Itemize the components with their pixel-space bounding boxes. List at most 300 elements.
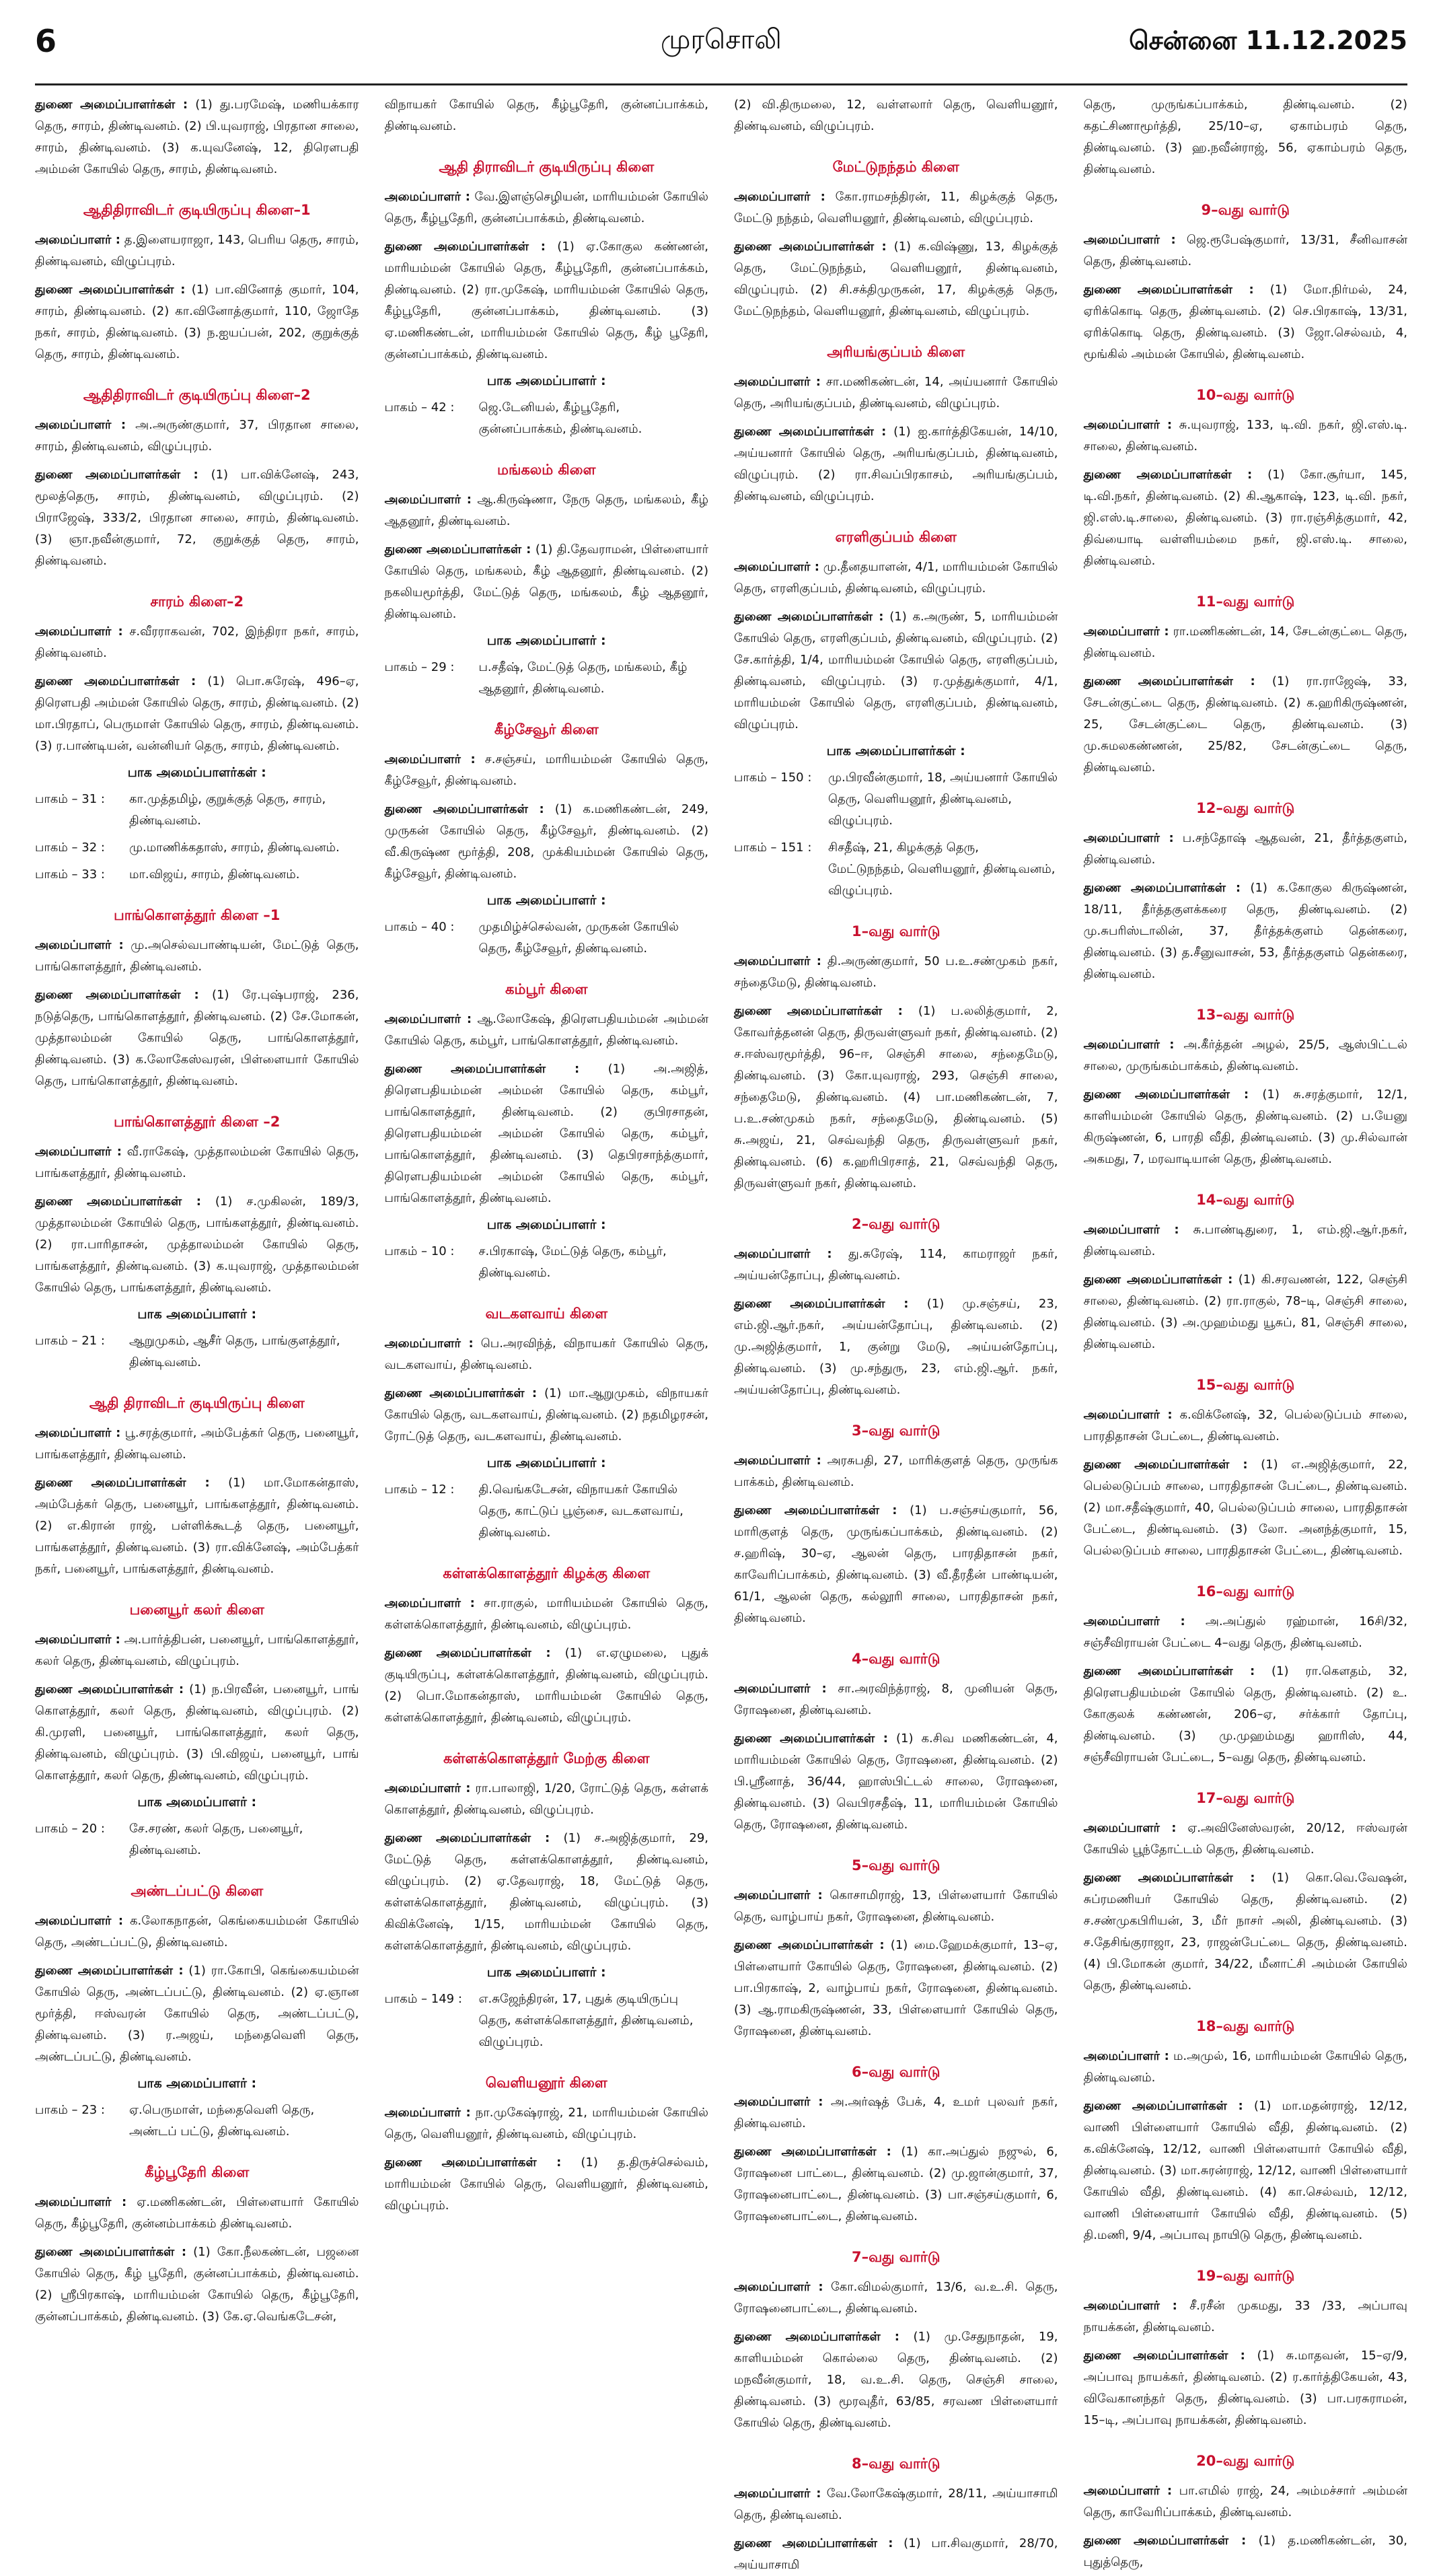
section-heading: 12–வது வார்டு: [1196, 800, 1295, 816]
booth-label: பாகம் – 29 :: [384, 660, 455, 674]
appointment-paragraph: [35, 671, 359, 757]
appointment-paragraph: [385, 1059, 709, 1209]
appointment-paragraph: [385, 186, 709, 229]
role-label: துணை அமைப்பாளர்கள் :: [734, 1503, 897, 1517]
role-label: அமைப்பாளர் :: [384, 2106, 471, 2120]
role-label: துணை அமைப்பாளர்கள் :: [384, 1386, 538, 1400]
appointment-text: (1) ரே.புஷ்பராஜ், 236, நடுத்தெரு, பாங்கொளத்தூர், திண்டிவனம். (2) சே.மோகன், முத்தாலம்மன் கோயில் தெரு, பாங்கொளத்தூர், திண்டிவனம். (3) க.லோகேஸ்வரன், பிள்ளையார் கோயில் தெரு, பாங்கொளத்தூர், திண்டிவனம்.: [35, 988, 359, 1088]
role-label: துணை அமைப்பாளர்கள் :: [734, 2536, 893, 2550]
appointment-paragraph: [1084, 229, 1408, 273]
role-label: துணை அமைப்பாளர்கள் :: [384, 2155, 562, 2170]
section-heading: 8–வது வார்டு: [851, 2456, 941, 2472]
role-label: அமைப்பாளர் :: [1083, 2484, 1173, 2498]
role-label: துணை அமைப்பாளர்கள் :: [384, 240, 546, 254]
appointment-text: ச.வீரராகவன், 702, இந்திரா நகர், சாரம், திண்டிவனம்.: [35, 624, 359, 660]
appointment-text: சா.அரவிந்த்ராஜ், 8, முனியன் தெரு, ரோஷனை, திண்டிவனம்.: [734, 1682, 1058, 1717]
subsection-heading: பாக அமைப்பாளர் :: [486, 893, 606, 908]
column-4: [1083, 94, 1408, 2569]
role-label: துணை அமைப்பாளர்கள் :: [384, 1831, 550, 1845]
role-label: துணை அமைப்பாளர்கள் :: [384, 1062, 580, 1076]
appointment-text: ப.சந்தோஷ் ஆதவன், 21, தீர்த்தகுளம், திண்டிவனம்.: [1083, 831, 1407, 867]
role-label: துணை அமைப்பாளர்கள் :: [384, 802, 544, 816]
booth-label: பாகம் – 20 :: [35, 1822, 105, 1836]
appointment-paragraph: [734, 2091, 1058, 2135]
appointment-text: (1) தி.தேவராமன், பிள்ளையார் கோயில் தெரு, மங்கலம், கீழ் ஆதனூர், திண்டிவனம். (2) நகலியமூர்த்தி, மேட்டுத் தெரு, மங்கலம், கீழ் ஆதனூர், திண்டிவனம்.: [384, 542, 708, 621]
appointment-paragraph: [1084, 2096, 1408, 2246]
appointment-text: (1) அ.அஜித், திரௌபதியம்மன் அம்மன் கோயில் தெரு, கம்பூர், பாங்கொளத்தூர், திண்டிவனம். (2) குபிரசாதன், திரௌபதியம்மன் அம்மன் கோயில் தெரு, கம்பூர், பாங்கொளத்தூர், திண்டிவனம். (3) தெபிரசாந்த்குமார், திரௌபதியம்மன் அம்மன் கோயில் தெரு, கம்பூர், பாங்கொளத்தூர், திண்டிவனம்.: [384, 1062, 708, 1205]
appointment-paragraph: [35, 1679, 359, 1787]
appointment-paragraph: [35, 1423, 359, 1466]
role-label: துணை அமைப்பாளர்கள் :: [35, 1682, 184, 1696]
appointment-text: து.சுரேஷ், 114, காமராஜர் நகர், அய்யன்தோப்பு, திண்டிவனம்.: [734, 1247, 1058, 1283]
appointment-text: (1) க.சிவ மணிகண்டன், 4, மாரியம்மன் கோயில் தெரு, ரோஷனை, திண்டிவனம். (2) பி.ஸ்ரீனாத், 36/44, ஹாஸ்பிட்டல் சாலை, ரோஷனை, திண்டிவனம். (3) வெபிரசதீஷ், 11, மாரியம்மன் கோயில் தெரு, ரோஷனை, திண்டிவனம்.: [734, 1731, 1058, 1832]
booth-label: பாகம் – 33 :: [35, 867, 105, 882]
appointment-text: (1) த.மணிகண்டன், 30, புதுத்தெரு,: [1083, 2534, 1407, 2569]
role-label: துணை அமைப்பாளர்கள் :: [734, 1004, 903, 1018]
booth-label: பாகம் – 40 :: [384, 920, 455, 934]
appointment-paragraph: [385, 2152, 709, 2217]
section-heading: 18–வது வார்டு: [1196, 2018, 1295, 2034]
section-heading: 10–வது வார்டு: [1196, 387, 1295, 403]
role-label: அமைப்பாளர் :: [734, 375, 821, 389]
appointment-text: தெரு, முருங்கப்பாக்கம், திண்டிவனம். (2) கதட்சிணாமூர்த்தி, 25/10–ஏ, ஏகாம்பரம் தெரு, திண்டிவனம். (3) ஹ.நவீன்ராஜ், 56, ஏகாம்பரம் தெரு, திண்டிவனம்.: [1083, 98, 1407, 176]
role-label: அமைப்பாளர் :: [35, 624, 123, 639]
appointment-text: பூ.சரத்குமார், அம்பேத்கர் தெரு, பனையூர், பாங்களத்தூர், திண்டிவனம்.: [35, 1426, 359, 1462]
section-heading: வடகளவாய் கிளை: [485, 1305, 608, 1322]
booth-label: பாகம் – 21 :: [35, 1334, 105, 1348]
appointment-paragraph: [385, 1593, 709, 1636]
appointment-text: விநாயகர் கோயில் தெரு, கீழ்பூதேரி, குன்னப்பாக்கம், திண்டிவனம்.: [384, 98, 708, 133]
role-label: துணை அமைப்பாளர்கள் :: [1083, 2099, 1243, 2113]
section-heading: கீழ்பூதேரி கிளை: [145, 2164, 250, 2180]
appointment-text: அரசுபதி, 27, மாரிக்குளத் தெரு, முருங்க பாக்கம், திண்டிவனம்.: [734, 1454, 1058, 1489]
appointment-text: (1) மோ.நிர்மல், 24, ஏரிக்கொடி தெரு, திண்டிவனம். (2) செ.பிரகாஷ், 13/31, ஏரிக்கொடி தெரு, திண்டிவனம். (3) ஜோ.செல்வம், 4, மூங்கில் அம்மன் கோயில், திண்டிவனம்.: [1083, 283, 1407, 361]
page-number: 6: [35, 23, 57, 59]
appointment-paragraph: [35, 985, 359, 1092]
section-heading: 14–வது வார்டு: [1196, 1192, 1295, 1208]
booth-text: ச.பிரகாஷ், மேட்டுத் தெரு, கம்பூர், திண்டிவனம்.: [478, 1244, 667, 1280]
role-label: அமைப்பாளர் :: [384, 752, 476, 766]
booth-text: கா.முத்தமிழ், குறுக்குத் தெரு, சாரம், திண்டிவனம்.: [129, 792, 326, 828]
role-label: அமைப்பாளர் :: [734, 1888, 823, 1902]
appointment-text: ஏ.அவினேஸ்வரன், 20/12, ஈஸ்வரன் கோயில் பூந்தோட்டம் தெரு, திண்டிவனம்.: [1083, 1821, 1407, 1857]
booth-label: பாகம் – 32 :: [35, 840, 105, 855]
role-label: அமைப்பாளர் :: [1083, 418, 1173, 432]
booth-entry: [734, 767, 1058, 832]
appointment-text: ஏ.மணிகண்டன், பிள்ளையார் கோயில் தெரு, கீழ்பூதேரி, குன்னம்பாக்கம் திண்டிவனம்.: [35, 2195, 359, 2231]
section-heading: ஆதி திராவிடர் குடியிருப்பு கிளை: [439, 159, 655, 175]
appointment-text: (1) பொ.சுரேஷ், 496–ஏ, திரௌபதி அம்மன் கோயில் தெரு, சாரம், திண்டிவனம். (2) மா.பிரதாப், பெருமாள் கோயில் தெரு, சாரம், திண்டிவனம். (3) ர.பாண்டியன், வன்னியர் தெரு, சாரம், திண்டிவனம்.: [35, 674, 359, 753]
subsection-heading: பாக அமைப்பாளர் :: [486, 1965, 606, 1980]
appointment-text: (1) எ.ஏழுமலை, புதுக் குடியிருப்பு, கள்ளக்கொளத்தூர், திண்டிவனம், விழுப்புரம். (2) பொ.மோகன்தாஸ், மாரியம்மன் கோயில் தெரு, கள்ளக்கொளத்தூர், திண்டிவனம், விழுப்புரம்.: [384, 1646, 708, 1725]
appointment-text: (1) க.அருண், 5, மாரியம்மன் கோயில் தெரு, எரளிகுப்பம், திண்டிவனம், விழுப்புரம். (2) சே.கார்த்தி, 1/4, மாரியம்மன் கோயில் தெரு, எரளிகுப்பம், திண்டிவனம், விழுப்புரம். (3) ர.முத்துக்குமார், 4/1, மாரியம்மன் கோயில் தெரு, எரளிகுப்பம், திண்டிவனம், விழுப்புரம்.: [734, 610, 1058, 731]
booth-entry: [385, 657, 709, 700]
appointment-paragraph: [734, 1500, 1058, 1629]
role-label: துணை அமைப்பாளர்கள் :: [384, 542, 531, 557]
appointment-text: கோ.ராமசந்திரன், 11, கிழக்குத் தெரு, மேட்டு நந்தம், வெளியனூர், திண்டிவனம், விழுப்புரம்.: [734, 190, 1058, 225]
booth-text: முதமிழ்ச்செல்வன், முருகன் கோயில் தெரு, கீழ்சேவூர், திண்டிவனம்.: [478, 920, 679, 956]
appointment-paragraph: [734, 371, 1058, 415]
appointment-paragraph: [1084, 1034, 1408, 1077]
appointment-paragraph: [385, 1643, 709, 1729]
appointment-text: சீ.ரசீன் முகமது, 33 /33, அப்பாவு நாயக்கன், திண்டிவனம்.: [1083, 2299, 1407, 2334]
role-label: துணை அமைப்பாளர்கள் :: [734, 425, 887, 439]
booth-text: எ.சுஜேந்திரன், 17, புதுக் குடியிருப்பு தெரு, கள்ளக்கொளத்தூர், திண்டிவனம், விழுப்புரம்.: [478, 1992, 694, 2049]
role-label: துணை அமைப்பாளர்கள் :: [1083, 1087, 1249, 1102]
subsection-heading: பாக அமைப்பாளர் :: [486, 633, 606, 648]
appointment-text: (1) சு.மாதவன், 15–ஏ/9, அப்பாவு நாயக்கர், திண்டிவனம். (2) ர.கார்த்திகேயன், 43, விவேகானந்தர் தெரு, திண்டிவனம். (3) பா.பரசுராமன், 15–டி, அப்பாவு நாயக்கன், திண்டிவனம்.: [1083, 2349, 1407, 2427]
role-label: அமைப்பாளர் :: [384, 1336, 474, 1351]
appointment-paragraph: [734, 2533, 1058, 2576]
role-label: துணை அமைப்பாளர்கள் :: [734, 1938, 885, 1952]
booth-text: மு.மாணிக்கதாஸ், சாரம், திண்டிவனம்.: [129, 840, 340, 855]
role-label: அமைப்பாளர் :: [734, 2280, 823, 2294]
role-label: அமைப்பாளர் :: [1083, 831, 1174, 845]
appointment-text: மு.தீனதயாளன், 4/1, மாரியம்மன் கோயில் தெரு, எரளிகுப்பம், திண்டிவனம், விழுப்புரம்.: [734, 560, 1058, 596]
role-label: அமைப்பாளர் :: [384, 1596, 475, 1610]
appointment-text: த.இளையராஜா, 143, பெரிய தெரு, சாரம், திண்டிவனம், விழுப்புரம்.: [35, 233, 359, 269]
appointment-text: (1) ரா.கௌதம், 32, திரௌபதியம்மன் கோயில் தெரு, திண்டிவனம். (2) உ. கோகுலக் கண்ணன், 206–ஏ, சர்க்கார் தோப்பு, திண்டிவனம். (3) மு.முஹம்மது ஹாரிஸ், 44, சஞ்சீவிராயன் பேட்டை, 5–வது தெரு, திண்டிவனம்.: [1083, 1664, 1407, 1764]
booth-entry: [385, 1479, 709, 1544]
appointment-paragraph: [1084, 2480, 1408, 2524]
role-label: துணை அமைப்பாளர்கள் :: [734, 610, 884, 624]
section-heading: கள்ளக்கொளத்தூர் கிழக்கு கிளை: [443, 1565, 651, 1581]
appointment-text: க.விக்னேஷ், 32, பெல்லடுப்பம் சாலை, பாரதிதாசன் பேட்டை, திண்டிவனம்.: [1083, 1408, 1407, 1443]
appointment-text: (1) ப.லலித்குமார், 2, கோவர்த்தனன் தெரு, திருவள்ளுவர் நகர், திண்டிவனம். (2) ச.ஈஸ்வரமூர்த்தி, 96–ஈ, செஞ்சி சாலை, சந்தைமேடு, திண்டிவனம். (3) கோ.யுவராஜ், 293, செஞ்சி சாலை, சந்தைமேடு, திண்டிவனம். (4) பா.மணிகண்டன், 7, ப.உ.சண்முகம் நகர், சந்தைமேடு, திண்டிவனம். (5) சு.அஜய், 21, செவ்வந்தி தெரு, திருவள்ளுவர் நகர், திண்டிவனம். (6) க.ஹரிபிரசாத், 21, செவ்வந்தி தெரு, திருவள்ளுவர் நகர், திண்டிவனம்.: [734, 1004, 1058, 1190]
appointment-paragraph: [734, 1935, 1058, 2042]
appointment-text: ஆ.கிருஷ்ணா, நேரு தெரு, மங்கலம், கீழ் ஆதனூர், திண்டிவனம்.: [384, 493, 708, 528]
appointment-paragraph: [35, 1191, 359, 1299]
role-label: துணை அமைப்பாளர்கள் :: [1083, 2349, 1245, 2363]
appointment-paragraph: [1084, 415, 1408, 458]
appointment-paragraph: [35, 1910, 359, 1954]
appointment-paragraph: [35, 415, 359, 458]
section-heading: ஆதிதிராவிடர் குடியிருப்பு கிளை–2: [83, 387, 311, 403]
role-label: துணை அமைப்பாளர்கள் :: [734, 240, 887, 254]
booth-text: ஏ.பெருமாள், மந்தைவெளி தெரு, அண்டப் பட்டு, திண்டிவனம்.: [129, 2103, 315, 2139]
role-label: துணை அமைப்பாளர்கள் :: [35, 1476, 210, 1490]
appointment-paragraph: [385, 1828, 709, 1957]
booth-entry: [734, 837, 1058, 902]
appointment-paragraph: [734, 1678, 1058, 1721]
role-label: துணை அமைப்பாளர்கள் :: [1083, 674, 1255, 688]
booth-entry: [35, 837, 359, 859]
appointment-paragraph: [734, 2277, 1058, 2320]
role-label: அமைப்பாளர் :: [35, 418, 126, 432]
appointment-paragraph: [1084, 1454, 1408, 1562]
section-heading: 11–வது வார்டு: [1196, 594, 1295, 610]
subsection-heading: பாக அமைப்பாளர் :: [486, 373, 606, 388]
appointment-paragraph: [1084, 1084, 1408, 1170]
role-label: அமைப்பாளர் :: [35, 1633, 120, 1647]
appointment-paragraph: [734, 1244, 1058, 1287]
role-label: அமைப்பாளர் :: [734, 954, 821, 968]
appointment-text: (2) வி.திருமலை, 12, வள்ளலார் தெரு, வெளியனூர், திண்டிவனம், விழுப்புரம்.: [734, 98, 1058, 133]
booth-text: சே.சரண், கலர் தெரு, பனையூர், திண்டிவனம்.: [129, 1822, 303, 1857]
appointment-paragraph: [1084, 94, 1408, 180]
appointment-text: (1) மா.மதன்ராஜ், 12/12, வாணி பிள்ளையார் கோயில் வீதி, திண்டிவனம். (2) க.விக்னேஷ், 12/12, வாணி பிள்ளையார் கோயில் வீதி, திண்டிவனம். (3) மா.சுரன்ராஜ், 12/12, வாணி பிள்ளையார் கோயில் வீதி, திண்டிவனம். (4) கா.செல்வம், 12/12, வாணி பிள்ளையார் கோயில் வீதி, திண்டிவனம். (5) தி.மணி, 9/4, அப்பாவு நாயிடு தெரு, திண்டிவனம்.: [1083, 2099, 1407, 2242]
appointment-text: (1) க.மணிகண்டன், 249, முருகன் கோயில் தெரு, கீழ்சேவூர், திண்டிவனம். (2) வீ.கிருஷ்ண மூர்த்தி, 208, முக்கியம்மன் கோயில் தெரு, கீழ்சேவூர், திண்டிவனம்.: [384, 802, 708, 881]
appointment-paragraph: [1084, 671, 1408, 779]
appointment-text: ரா.பாலாஜி, 1/20, ரோட்டுத் தெரு, கள்ளக் கொளத்தூர், திண்டிவனம், விழுப்புரம்.: [384, 1781, 708, 1817]
appointment-paragraph: [385, 749, 709, 792]
appointment-paragraph: [385, 94, 709, 137]
appointment-text: அ.அர்ஷத் பேக், 4, உமர் புலவர் நகர், திண்டிவனம்.: [734, 2095, 1058, 2131]
section-heading: 5–வது வார்டு: [851, 1857, 941, 1873]
section-heading: 19–வது வார்டு: [1196, 2268, 1295, 2284]
appointment-paragraph: [734, 94, 1058, 137]
section-heading: பனையூர் கலர் கிளை: [129, 1602, 264, 1618]
section-heading: 9–வது வார்டு: [1201, 202, 1290, 218]
appointment-paragraph: [734, 186, 1058, 229]
booth-text: மு.பிரவீன்குமார், 18, அய்யனார் கோயில் தெரு, வெளியனூர், திண்டிவனம், விழுப்புரம்.: [828, 771, 1058, 828]
section-heading: ஆதிதிராவிடர் குடியிருப்பு கிளை–1: [83, 202, 311, 218]
booth-entry: [385, 917, 709, 960]
role-label: துணை அமைப்பாளர்கள் :: [1083, 2534, 1247, 2548]
appointment-text: (1) க.கோகுல கிருஷ்ணன், 18/11, தீர்த்தகுளக்கரை தெரு, திண்டிவனம். (2) மு.சுபரிஸ்டாலின், 37, தீர்த்தக்குளம் தென்கரை, திண்டிவனம். (3) த.சீனுவாசன், 53, தீர்த்தகுளம் தென்கரை, திண்டிவனம்.: [1083, 881, 1407, 981]
role-label: அமைப்பாளர் :: [384, 493, 472, 507]
appointment-text: தி.அருண்குமார், 50 ப.உ.சண்முகம் நகர், சந்தைமேடு, திண்டிவனம்.: [734, 954, 1058, 990]
appointment-text: (1) மு.சேதுநாதன், 19, காளியம்மன் கொல்லை தெரு, திண்டிவனம். (2) மநவீன்குமார், 18, வ.உ.சி. தெரு, செஞ்சி சாலை, திண்டிவனம். (3) மூரவுதீர், 63/85, சரவண பிள்ளையார் கோயில் தெரு, திண்டிவனம்.: [734, 2330, 1058, 2430]
appointment-text: மு.அசெல்வபாண்டியன், மேட்டுத் தெரு, பாங்கொளத்தூர், திண்டிவனம்.: [35, 938, 359, 974]
appointment-paragraph: [35, 2192, 359, 2235]
appointment-paragraph: [734, 951, 1058, 994]
role-label: துணை அமைப்பாளர்கள் :: [734, 1297, 909, 1311]
appointment-text: (1) எ.அஜித்குமார், 22, பெல்லடுப்பம் சாலை, பாரதிதாசன் பேட்டை, திண்டிவனம். (2) மா.சதீஷ்குமார், 40, பெல்லடுப்பம் சாலை, பாரதிதாசன் பேட்டை, திண்டிவனம். (3) லோ. அனந்த்குமார், 15, பெல்லடுப்பம் சாலை, பாரதிதாசன் பேட்டை, திண்டிவனம்.: [1083, 1458, 1407, 1558]
booth-entry: [35, 2100, 359, 2143]
appointment-text: கோ.விமல்குமார், 13/6, வ.உ.சி. தெரு, ரோஷனைபாட்டை, திண்டிவனம்.: [734, 2280, 1058, 2316]
section-heading: 15–வது வார்டு: [1196, 1377, 1295, 1393]
role-label: அமைப்பாளர் :: [384, 1781, 471, 1795]
subsection-heading: பாக அமைப்பாளர் :: [137, 1795, 257, 1810]
role-label: அமைப்பாளர் :: [734, 1454, 821, 1468]
appointment-paragraph: [35, 621, 359, 664]
column-2: [384, 94, 709, 2213]
appointment-text: (1) மை.ஹேமக்குமார், 13–ஏ, பிள்ளையார் கோயில் தெரு, ரோஷனை, திண்டிவனம். (2) பா.பிரகாஷ், 2, வாழ்பாய் நகர், ரோஷனை, திண்டிவனம். (3) ஆ.ராமகிருஷ்ணன், 33, பிள்ளையார் கோயில் தெரு, ரோஷனை, திண்டிவனம்.: [734, 1938, 1058, 2038]
appointment-text: அ.கீர்த்தன் அழல், 25/5, ஆஸ்பிட்டல் சாலை, முருங்கம்பாக்கம், திண்டிவனம்.: [1083, 1038, 1407, 1073]
role-label: அமைப்பாளர் :: [1083, 2049, 1169, 2063]
booth-label: பாகம் – 151 :: [734, 840, 812, 855]
appointment-paragraph: [734, 1450, 1058, 1493]
newspaper-name: முரசொலி: [661, 24, 782, 55]
appointment-text: ஆ.லோகேஷ், திரௌபதியம்மன் அம்மன் கோயில் தெரு, கம்பூர், பாங்கொளத்தூர், திண்டிவனம்.: [384, 1012, 708, 1048]
role-label: துணை அமைப்பாளர்கள் :: [734, 2330, 899, 2344]
appointment-paragraph: [385, 489, 709, 532]
appointment-text: (1) க.விஷ்ணு, 13, கிழக்குத் தெரு, மேட்டுநந்தம், வெளியனூர், திண்டிவனம், விழுப்புரம். (2) சி.சக்திமுருகன், 17, கிழக்குத் தெரு, மேட்டுநந்தம், வெளியனூர், திண்டிவனம், விழுப்புரம்.: [734, 240, 1058, 318]
section-heading: 7–வது வார்டு: [851, 2249, 941, 2265]
subsection-heading: பாக அமைப்பாளர்கள் :: [127, 765, 266, 780]
appointment-text: (1) ச.முகிலன், 189/3, முத்தாலம்மன் கோயில் தெரு, பாங்களத்தூர், திண்டிவனம். (2) ரா.பாரிதாசன், முத்தாலம்மன் கோயில் தெரு, பாங்களத்தூர், திண்டிவனம். (3) க.யுவராஜ், முத்தாலம்மன் கோயில் தெரு, பாங்களத்தூர், திண்டிவனம்.: [35, 1194, 359, 1295]
section-heading: பாங்கொளத்தூர் கிளை –1: [114, 907, 281, 923]
booth-label: பாகம் – 23 :: [35, 2103, 105, 2117]
role-label: அமைப்பாளர் :: [1083, 233, 1176, 247]
appointment-paragraph: [1084, 279, 1408, 365]
dateline: சென்னை 11.12.2025: [1129, 26, 1407, 55]
role-label: அமைப்பாளர் :: [1083, 1223, 1179, 1237]
booth-label: பாகம் – 150 :: [734, 771, 812, 785]
appointment-paragraph: [35, 1629, 359, 1672]
appointment-text: (1) கி.சரவணன், 122, செஞ்சி சாலை, திண்டிவனம். (2) ரா.ராகுல், 78–டி, செஞ்சி சாலை, திண்டிவனம். (3) அ.முஹம்மது யூசுப், 81, செஞ்சி சாலை, திண்டிவனம்.: [1083, 1273, 1407, 1351]
appointment-paragraph: [1084, 1219, 1408, 1262]
appointment-paragraph: [385, 1778, 709, 1821]
section-heading: 3–வது வார்டு: [851, 1423, 941, 1439]
appointment-paragraph: [1084, 1818, 1408, 1861]
appointment-paragraph: [35, 2242, 359, 2328]
section-heading: 13–வது வார்டு: [1196, 1007, 1295, 1023]
booth-text: ஜெ.டேனியல், கீழ்பூதேரி, குன்னப்பாக்கம், திண்டிவனம்.: [478, 400, 642, 436]
role-label: துணை அமைப்பாளர்கள் :: [1083, 1273, 1233, 1287]
section-heading: கீழ்சேவூர் கிளை: [494, 721, 599, 738]
appointment-paragraph: [35, 229, 359, 273]
appointment-paragraph: [1084, 828, 1408, 871]
appointment-text: அ.அருண்குமார், 37, பிரதான சாலை, சாரம், திண்டிவனம், விழுப்புரம்.: [35, 418, 359, 454]
appointment-text: பெ.அரவிந்த், விநாயகர் கோயில் தெரு, வடகளவாய், திண்டிவனம்.: [384, 1336, 708, 1372]
role-label: அமைப்பாளர் :: [1083, 1821, 1177, 1835]
appointment-paragraph: [385, 1383, 709, 1447]
appointment-paragraph: [1084, 1661, 1408, 1768]
section-heading: கள்ளக்கொளத்தூர் மேற்கு கிளை: [443, 1750, 650, 1766]
section-heading: மங்கலம் கிளை: [497, 462, 596, 478]
appointment-text: ச.சஞ்சய், மாரியம்மன் கோயில் தெரு, கீழ்சேவூர், திண்டிவனம்.: [384, 752, 708, 788]
subsection-heading: பாக அமைப்பாளர்கள் :: [826, 744, 965, 758]
role-label: அமைப்பாளர் :: [734, 2095, 823, 2109]
appointment-paragraph: [734, 421, 1058, 507]
appointment-text: ஜெ.ரூபேஷ்குமார், 13/31, சீனிவாசன் தெரு, திண்டிவனம்.: [1083, 233, 1407, 269]
appointment-text: (1) ச.அஜித்குமார், 29, மேட்டுத் தெரு, கள்ளக்கொளத்தூர், திண்டிவனம், விழுப்புரம். (2) ஏ.தேவராஜ், 18, மேட்டுத் தெரு, கள்ளக்கொளத்தூர், திண்டிவனம், விழுப்புரம். (3) கிவிக்னேஷ், 1/15, மாரியம்மன் கோயில் தெரு, கள்ளக்கொளத்தூர், திண்டிவனம், விழுப்புரம்.: [384, 1831, 708, 1953]
booth-entry: [385, 1241, 709, 1284]
role-label: துணை அமைப்பாளர்கள் :: [1083, 1871, 1255, 1885]
booth-label: பாகம் – 42 :: [384, 400, 455, 415]
appointment-text: (1) கொ.வெ.வேஷன், சுப்ரமணியர் கோயில் தெரு, திண்டிவனம். (2) ச.சண்முகபிரியன், 3, மீர் நாசர் அலி, திண்டிவனம். (3) ச.தேசிங்குராஜா, 23, ராஜன்பேட்டை தெரு, திண்டிவனம். (4) பி.மோகன் குமார், 34/22, மீனாட்சி அம்மன் கோயில் தெரு, திண்டிவனம்.: [1083, 1871, 1407, 1993]
appointment-paragraph: [1084, 1269, 1408, 1355]
appointment-text: (1) ரா.கோபி, கெங்கையம்மன் கோயில் தெரு, அண்டப்பட்டு, திண்டிவனம். (2) ஏ.ஞான மூர்த்தி, ஈஸ்வரன் கோயில் தெரு, அண்டப்பட்டு, திண்டிவனம். (3) ர.அஜய், மந்தைவெளி தெரு, அண்டப்பட்டு, திண்டிவனம்.: [35, 1964, 359, 2064]
appointment-paragraph: [734, 2483, 1058, 2526]
appointment-text: (1) மா.ஆறுமுகம், விநாயகர் கோயில் தெரு, வடகளவாய், திண்டிவனம். (2) நதமிழரசன், ரோட்டுத் தெரு, வடகளவாய், திண்டிவனம்.: [384, 1386, 708, 1443]
role-label: அமைப்பாளர் :: [734, 190, 825, 204]
role-label: துணை அமைப்பாளர்கள் :: [1083, 1458, 1248, 1472]
role-label: அமைப்பாளர் :: [35, 1145, 122, 1159]
appointment-paragraph: [35, 464, 359, 572]
subsection-heading: பாக அமைப்பாளர் :: [137, 1307, 257, 1322]
appointment-text: ம.அமுல், 16, மாரியம்மன் கோயில் தெரு, திண்டிவனம்.: [1083, 2049, 1408, 2085]
role-label: அமைப்பாளர் :: [1083, 1408, 1173, 1422]
appointment-text: சா.ராகுல், மாரியம்மன் கோயில் தெரு, கள்ளக்கொளத்தூர், திண்டிவனம், விழுப்புரம்.: [384, 1596, 708, 1632]
role-label: துணை அமைப்பாளர்கள் :: [35, 98, 188, 112]
section-heading: 1–வது வார்டு: [851, 923, 941, 939]
subsection-heading: பாக அமைப்பாளர் :: [486, 1217, 606, 1232]
role-label: அமைப்பாளர் :: [1083, 1038, 1175, 1052]
appointment-paragraph: [1084, 621, 1408, 664]
appointment-text: (1) மு.சஞ்சய், 23, எம்.ஜி.ஆர்.நகர், அய்யன்தோப்பு, திண்டிவனம். (2) மு.அஜித்குமார், 1, குன்று மேடு, அய்யன்தோப்பு, திண்டிவனம். (3) மு.சந்துரு, 23, எம்.ஜி.ஆர். நகர், அய்யன்தோப்பு, திண்டிவனம்.: [734, 1297, 1058, 1397]
appointment-text: (1) ஏ.கோகுல கண்ணன், மாரியம்மன் கோயில் தெரு, கீழ்பூதேரி, குன்னப்பாக்கம், திண்டிவனம். (2) ரா.முகேஷ், மாரியம்மன் கோயில் தெரு, கீழ்பூதேரி, குன்னப்பாக்கம், திண்டிவனம். (3) ஏ.மணிகண்டன், மாரியம்மன் கோயில் தெரு, கீழ் பூதேரி, குன்னப்பாக்கம், திண்டிவனம்.: [384, 240, 708, 361]
booth-text: மா.விஜய், சாரம், திண்டிவனம்.: [129, 867, 300, 882]
appointment-text: ரா.மணிகண்டன், 14, சேடன்குட்டை தெரு, திண்டிவனம்.: [1083, 624, 1407, 660]
appointment-text: (1) கோ.சூர்யா, 145, டி.வி.நகர், திண்டிவனம். (2) கி.ஆகாஷ், 123, டி.வி. நகர், ஜி.எஸ்.டி.சாலை, திண்டிவனம். (3) ரா.ரஞ்சித்குமார், 42, திவ்யைாடி வள்ளியம்மை நகர், ஜி.எஸ்.டி. சாலை, திண்டிவனம்.: [1083, 468, 1407, 568]
appointment-paragraph: [734, 1728, 1058, 1836]
appointment-paragraph: [1084, 878, 1408, 985]
role-label: துணை அமைப்பாளர்கள் :: [1083, 283, 1254, 297]
appointment-text: (1) சு.சரத்குமார், 12/1, காளியம்மன் கோயில் தெரு, திண்டிவனம். (2) ப.யேனு கிருஷ்ணன், 6, பாரதி வீதி, திண்டிவனம். (3) மு.சில்வான் அகமது, 7, மரவாடியான் தெரு, திண்டிவனம்.: [1083, 1087, 1407, 1166]
appointment-text: கொசாமிராஜ், 13, பிள்ளையார் கோயில் தெரு, வாழ்பாய் நகர், ரோஷனை, திண்டிவனம்.: [734, 1888, 1058, 1924]
booth-entry: [35, 1330, 359, 1373]
appointment-paragraph: [35, 1960, 359, 2068]
appointment-text: (1) கோ.நீலகண்டன், பஜனை கோயில் தெரு, கீழ் பூதேரி, குன்னப்பாக்கம், திண்டிவனம். (2) ஸ்ரீபிரகாஷ், மாரியம்மன் கோயில் தெரு, கீழ்பூதேரி, குன்னப்பாக்கம், திண்டிவனம். (3) கே.ஏ.வெங்கடேசன்,: [35, 2245, 359, 2324]
section-heading: 17–வது வார்டு: [1196, 1790, 1295, 1806]
appointment-paragraph: [35, 935, 359, 978]
section-heading: மேட்டுநந்தம் கிளை: [832, 159, 959, 175]
appointment-text: (1) ஐ.கார்த்திகேயன், 14/10, அய்யனார் கோயில் தெரு, அரியங்குப்பம், திண்டிவனம், விழுப்புரம். (2) ரா.சிவப்பிரகாசம், அரியங்குப்பம், திண்டிவனம், விழுப்புரம்.: [734, 425, 1058, 503]
role-label: துணை அமைப்பாளர்கள் :: [1083, 1664, 1255, 1678]
section-heading: 6–வது வார்டு: [851, 2064, 941, 2080]
appointment-paragraph: [734, 557, 1058, 600]
section-heading: சாரம் கிளை–2: [150, 594, 244, 610]
appointment-paragraph: [385, 799, 709, 885]
booth-entry: [385, 397, 709, 440]
booth-label: பாகம் – 149 :: [384, 1992, 462, 2006]
role-label: அமைப்பாளர் :: [384, 190, 470, 204]
booth-text: ப.சதீஷ், மேட்டுத் தெரு, மங்கலம், கீழ் ஆதனூர், திண்டிவனம்.: [478, 660, 688, 696]
section-heading: எரளிகுப்பம் கிளை: [835, 529, 957, 545]
role-label: அமைப்பாளர் :: [1083, 2299, 1177, 2313]
role-label: துணை அமைப்பாளர்கள் :: [35, 2245, 187, 2259]
appointment-text: (1) ப.சஞ்சய்குமார், 56, மாரிகுளத் தெரு, முருங்கப்பாக்கம், திண்டிவனம். (2) ச.ஹரிஷ், 30–ஏ, ஆலன் தெரு, பாரதிதாசன் நகர், காவேரிப்பாக்கம், திண்டிவனம். (3) வீ.தீரதீன் பாண்டியன், 61/1, ஆலன் தெரு, கல்லூரி சாலை, பாரதிதாசன் நகர், திண்டிவனம்.: [734, 1503, 1058, 1625]
appointment-text: பா.எமில் ராஜ், 24, அம்மச்சார் அம்மன் தெரு, காவேரிப்பாக்கம், திண்டிவனம்.: [1083, 2484, 1407, 2519]
role-label: அமைப்பாளர் :: [734, 560, 819, 574]
appointment-text: வே.லோகேஷ்குமார், 28/11, அய்யாசாமி தெரு, திண்டிவனம்.: [734, 2486, 1058, 2522]
booth-text: தி.வெங்கடேசன், விநாயகர் கோயில் தெரு, காட்டுப் பூஞ்சை, வடகளவாய், திண்டிவனம்.: [478, 1482, 684, 1540]
appointment-paragraph: [385, 2102, 709, 2145]
section-heading: ஆதி திராவிடர் குடியிருப்பு கிளை: [89, 1395, 305, 1411]
appointment-text: (1) பா.சிவகுமார், 28/70, அய்யாசாமி: [734, 2536, 1058, 2572]
role-label: துணை அமைப்பாளர்கள் :: [35, 988, 199, 1002]
appointment-paragraph: [35, 279, 359, 365]
section-heading: அரியங்குப்பம் கிளை: [827, 344, 965, 360]
appointment-text: சா.மணிகண்டன், 14, அய்யனார் கோயில் தெரு, அரியங்குப்பம், திண்டிவனம், விழுப்புரம்.: [734, 375, 1058, 410]
column-3: [734, 94, 1058, 2572]
appointment-text: அ.பார்த்திபன், பனையூர், பாங்கொளத்தூர், கலர் தெரு, திண்டிவனம், விழுப்புரம்.: [35, 1633, 359, 1668]
appointment-paragraph: [1084, 464, 1408, 572]
appointment-text: க.லோகநாதன், கெங்கையம்மன் கோயில் தெரு, அண்டப்பட்டு, திண்டிவனம்.: [35, 1914, 359, 1949]
role-label: துணை அமைப்பாளர்கள் :: [35, 283, 186, 297]
booth-entry: [385, 1989, 709, 2053]
appointment-paragraph: [35, 1141, 359, 1184]
appointment-paragraph: [734, 1001, 1058, 1194]
role-label: அமைப்பாளர் :: [1083, 624, 1169, 639]
appointment-paragraph: [734, 606, 1058, 736]
role-label: துணை அமைப்பாளர்கள் :: [35, 1194, 201, 1209]
appointment-paragraph: [1084, 2295, 1408, 2338]
booth-text: ஆறுமுகம், ஆசீர் தெரு, பாங்குளத்தூர், திண்டிவனம்.: [129, 1334, 340, 1369]
appointment-text: அ.அப்துல் ரஹ்மான், 16சி/32, சஞ்சீவிராயன் பேட்டை 4–வது தெரு, திண்டிவனம்.: [1083, 1614, 1407, 1650]
masthead: [35, 16, 1407, 85]
appointment-text: வே.இளஞ்செழியன், மாரியம்மன் கோயில் தெரு, கீழ்பூதேரி, குன்னப்பாக்கம், திண்டிவனம்.: [384, 190, 708, 225]
role-label: துணை அமைப்பாளர்கள் :: [734, 1731, 888, 1746]
appointment-paragraph: [1084, 1867, 1408, 1997]
section-heading: பாங்கொளத்தூர் கிளை –2: [114, 1114, 281, 1130]
booth-label: பாகம் – 31 :: [35, 792, 105, 806]
role-label: துணை அமைப்பாளர்கள் :: [35, 468, 198, 482]
appointment-text: (1) த.திருச்செல்வம், மாரியம்மன் கோயில் தெரு, வெளியனூர், திண்டிவனம், விழுப்புரம்.: [384, 2155, 708, 2213]
role-label: துணை அமைப்பாளர்கள் :: [734, 2145, 891, 2159]
section-heading: 16–வது வார்டு: [1196, 1583, 1295, 1600]
column-1: [35, 94, 359, 2324]
appointment-paragraph: [35, 94, 359, 180]
role-label: துணை அமைப்பாளர்கள் :: [1083, 881, 1241, 895]
booth-label: பாகம் – 10 :: [384, 1244, 455, 1258]
role-label: அமைப்பாளர் :: [384, 1012, 472, 1026]
role-label: துணை அமைப்பாளர்கள் :: [35, 674, 196, 688]
appointment-paragraph: [1084, 2046, 1408, 2089]
